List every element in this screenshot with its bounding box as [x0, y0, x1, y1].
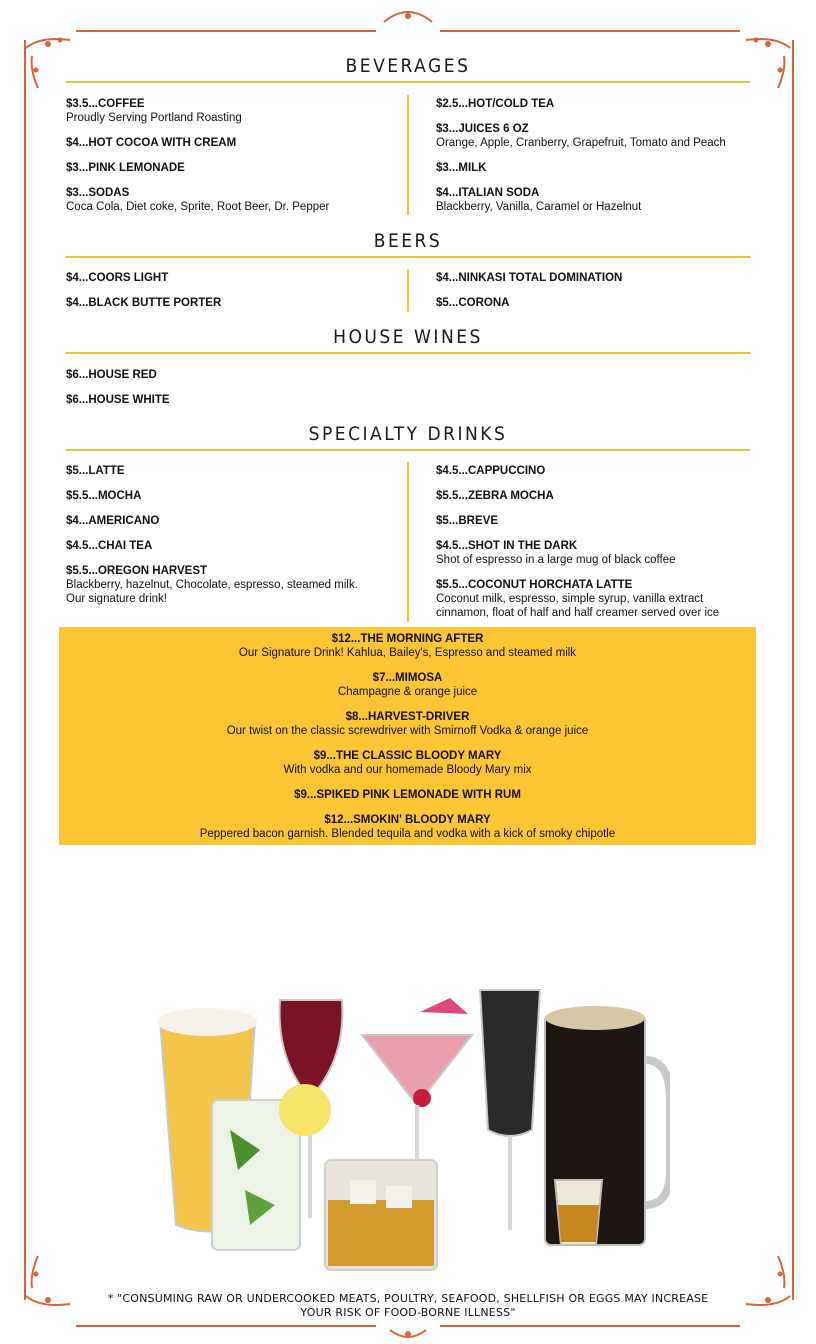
item-name: $5...BREVE [436, 515, 498, 527]
item-description: Orange, Apple, Cranberry, Grapefruit, Tomato and Peach [436, 137, 726, 149]
menu-item [436, 489, 756, 503]
menu-item [66, 186, 396, 214]
house-wines-column [66, 368, 396, 418]
menu-item [66, 464, 396, 478]
menu-item [59, 788, 756, 802]
menu-item [66, 136, 396, 150]
menu-item [436, 97, 756, 111]
item-name: $3.5...COFFEE [66, 98, 145, 110]
column-divider [407, 462, 409, 622]
specialty-right-column [436, 464, 756, 631]
beverages-right-column [436, 97, 756, 225]
menu-item [59, 813, 756, 841]
item-description: Blackberry, hazelnut, Chocolate, espresso, steamed milk. [66, 579, 358, 591]
item-name: $5...CORONA [436, 297, 510, 309]
menu-item [66, 296, 396, 310]
item-description: cinnamon, float of half and half creamer served over ice [436, 607, 720, 619]
item-description: Champagne & orange juice [337, 686, 478, 698]
menu-item [436, 271, 756, 285]
menu-item [66, 539, 396, 553]
item-description: Coca Cola, Diet coke, Sprite, Root Beer, Dr. Pepper [66, 201, 330, 213]
menu-item [66, 514, 396, 528]
menu-item [66, 564, 396, 606]
menu-item [59, 749, 756, 777]
menu-item [66, 161, 396, 175]
menu-item [59, 632, 756, 660]
disclaimer-line: YOUR RISK OF FOOD-BORNE ILLNESS" [300, 1306, 516, 1319]
item-name: $5...LATTE [66, 465, 125, 477]
disclaimer-line: * "CONSUMING RAW OR UNDERCOOKED MEATS, POULTRY, SEAFOOD, SHELLFISH OR EGGS MAY INCREASE [107, 1292, 709, 1305]
menu-item [59, 710, 756, 738]
menu-item [436, 122, 756, 150]
rule-beverages [66, 81, 750, 83]
item-name: $4...BLACK BUTTE PORTER [66, 297, 222, 309]
beverages-left-column [66, 97, 396, 225]
item-name: $5.5...MOCHA [66, 490, 142, 502]
item-description: Our twist on the classic screwdriver with Smirnoff Vodka & orange juice [226, 725, 589, 737]
item-name: $12...SMOKIN' BLOODY MARY [324, 814, 491, 826]
menu-item [66, 97, 396, 125]
section-title-beverages: BEVERAGES [345, 55, 471, 77]
item-name: $9...SPIKED PINK LEMONADE WITH RUM [294, 789, 521, 801]
item-description: Our signature drink! [66, 593, 167, 605]
item-name: $12...THE MORNING AFTER [331, 633, 484, 645]
item-name: $3...JUICES 6 OZ [436, 123, 529, 135]
item-description: Proudly Serving Portland Roasting [66, 112, 242, 124]
rule-specialty-drinks [66, 449, 750, 451]
menu-item [436, 161, 756, 175]
section-title-specialty-drinks: SPECIALTY DRINKS [308, 423, 508, 445]
item-name: $4.5...SHOT IN THE DARK [436, 540, 578, 552]
rule-house-wines [66, 352, 750, 354]
item-name: $5.5...OREGON HARVEST [66, 565, 208, 577]
item-description: Peppered bacon garnish. Blended tequila and vodka with a kick of smoky chipotle [199, 828, 616, 840]
item-name: $6...HOUSE RED [66, 369, 157, 381]
beers-left-column [66, 271, 396, 321]
item-name: $4...COORS LIGHT [66, 272, 169, 284]
item-description: Our Signature Drink! Kahlua, Bailey's, Espresso and steamed milk [238, 647, 577, 659]
item-name: $5.5...COCONUT HORCHATA LATTE [436, 579, 633, 591]
item-name: $4...ITALIAN SODA [436, 187, 540, 199]
menu-item [436, 514, 756, 528]
item-name: $6...HOUSE WHITE [66, 394, 170, 406]
item-name: $5.5...ZEBRA MOCHA [436, 490, 554, 502]
item-name: $3...PINK LEMONADE [66, 162, 185, 174]
menu-item [66, 489, 396, 503]
item-name: $4...HOT COCOA WITH CREAM [66, 137, 237, 149]
item-name: $4...AMERICANO [66, 515, 160, 527]
item-name: $4.5...CAPPUCCINO [436, 465, 546, 477]
item-name: $7...MIMOSA [372, 672, 443, 684]
item-name: $2.5...HOT/COLD TEA [436, 98, 555, 110]
menu-item [66, 368, 396, 382]
health-disclaimer [66, 1292, 750, 1320]
column-divider [407, 95, 409, 215]
menu-item [436, 186, 756, 214]
menu-item [436, 578, 756, 620]
item-name: $9...THE CLASSIC BLOODY MARY [313, 750, 502, 762]
menu-item [436, 539, 756, 567]
rule-beers [66, 256, 750, 258]
item-description: With vodka and our homemade Bloody Mary mix [283, 764, 532, 776]
beers-right-column [436, 271, 756, 321]
specialty-left-column [66, 464, 396, 617]
drinks-illustration-icon [150, 980, 670, 1280]
item-name: $3...SODAS [66, 187, 130, 199]
item-name: $4.5...CHAI TEA [66, 540, 153, 552]
item-description: Blackberry, Vanilla, Caramel or Hazelnut [436, 201, 642, 213]
section-title-beers: BEERS [373, 230, 443, 252]
cocktail-banner [59, 627, 756, 845]
item-name: $8...HARVEST-DRIVER [345, 711, 470, 723]
menu-item [436, 296, 756, 310]
column-divider [407, 270, 409, 312]
menu-item [59, 671, 756, 699]
menu-item [66, 393, 396, 407]
section-title-house-wines: HOUSE WINES [333, 326, 483, 348]
item-description: Shot of espresso in a large mug of black coffee [436, 554, 676, 566]
item-description: Coconut milk, espresso, simple syrup, vanilla extract [436, 593, 704, 605]
item-name: $3...MILK [436, 162, 487, 174]
menu-item [436, 464, 756, 478]
menu-item [66, 271, 396, 285]
item-name: $4...NINKASI TOTAL DOMINATION [436, 272, 623, 284]
